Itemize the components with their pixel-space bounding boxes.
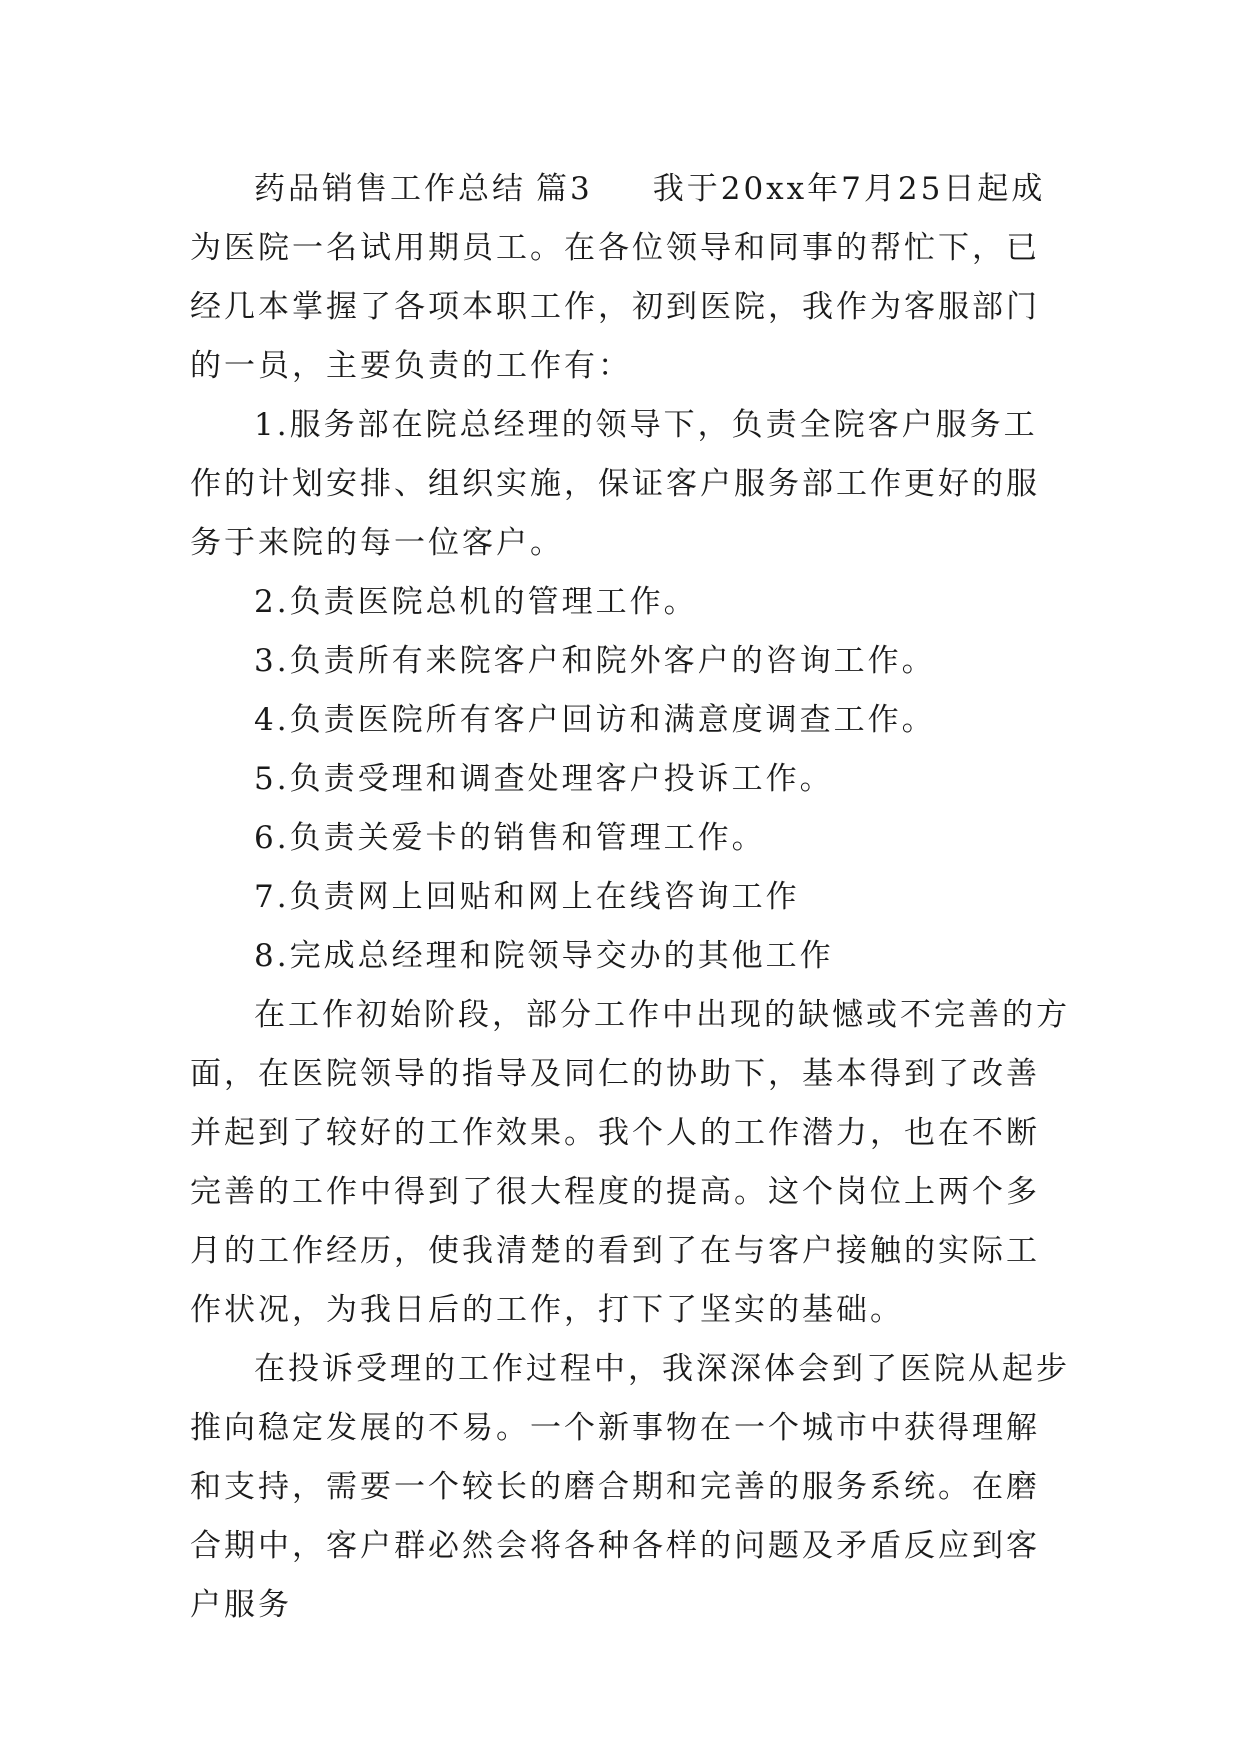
list-item: 5.负责受理和调查处理客户投诉工作。 [254, 761, 834, 797]
list-item: 4.负责医院所有客户回访和满意度调查工作。 [254, 702, 936, 738]
list-item: 2.负责医院总机的管理工作。 [254, 584, 698, 620]
list-item: 8.完成总经理和院领导交办的其他工作 [254, 938, 834, 974]
body-paragraph: 在投诉受理的工作过程中，我深深体会到了医院从起步推向稳定发展的不易。一个新事物在一个城市中获得理解和支持，需要一个较长的磨合期和完善的服务系统。在磨合期中，客户群必然会将各种各样的问题及矛盾反应到客户服务 [190, 1351, 1070, 1623]
body-paragraph: 在工作初始阶段，部分工作中出现的缺憾或不完善的方面，在医院领导的指导及同仁的协助下，基本得到了改善并起到了较好的工作效果。我个人的工作潜力，也在不断完善的工作中得到了很大程度的提高。这个岗位上两个多月的工作经历，使我清楚的看到了在与客户接触的实际工作状况，为我日后的工作，打下了坚实的基础。 [190, 997, 1070, 1328]
intro-text: 我于20xx年7月25日起成为医院一名试用期员工。在各位领导和同事的帮忙下，已经几本掌握了各项本职工作，初到医院，我作为客服部门的一员，主要负责的工作有： [190, 171, 1046, 384]
list-item: 1.服务部在院总经理的领导下，负责全院客户服务工作的计划安排、组织实施，保证客户服务部工作更好的服务于来院的每一位客户。 [190, 407, 1040, 561]
document-title: 药品销售工作总结 [254, 171, 526, 207]
intro-paragraph [190, 160, 1070, 396]
section-label: 篇3 [536, 171, 593, 207]
document-body [190, 160, 1070, 1635]
list-item: 6.负责关爱卡的销售和管理工作。 [254, 820, 766, 856]
list-item: 3.负责所有来院客户和院外客户的咨询工作。 [254, 643, 936, 679]
list-item: 7.负责网上回贴和网上在线咨询工作 [254, 879, 800, 915]
